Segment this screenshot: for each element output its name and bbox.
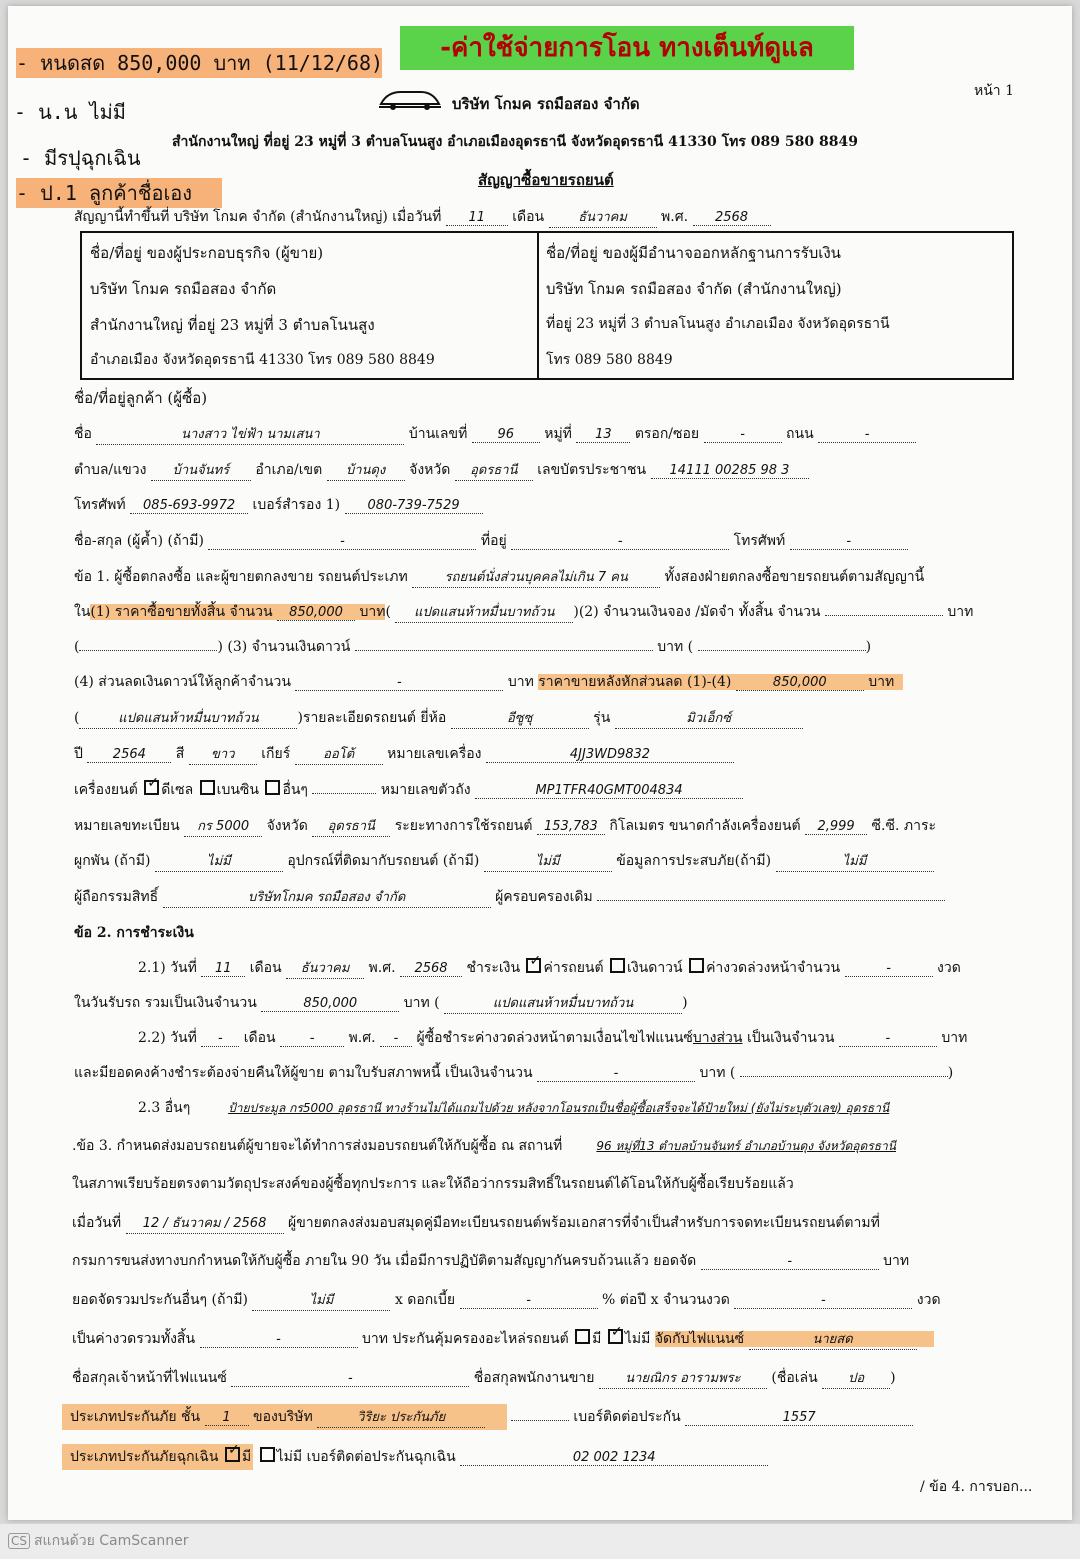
emergency-highlight: [62, 1444, 253, 1470]
text: ): [947, 1065, 954, 1081]
label: บ้านเลขที่: [408, 426, 468, 442]
guarantor-phone: -: [790, 534, 908, 550]
label: (1) ราคาซื้อขายทั้งสิ้น จำนวน: [90, 604, 273, 620]
page-number: หน้า 1: [974, 83, 1015, 99]
camscanner-icon: CS: [8, 1533, 30, 1549]
text: กรมการขนส่งทางบกกำหนดให้กับผู้ซื้อ ภายใน 90 วัน เมื่อมีการปฏิบัติตามสัญญากันครบถ้วนแล้ว ยอดจัด: [72, 1253, 697, 1269]
label: อื่นๆ: [282, 782, 308, 798]
text: ): [682, 995, 688, 1011]
document-title: สัญญาซื้อขายรถยนต์: [478, 171, 614, 189]
label: 2.3 อื่นๆ: [138, 1100, 191, 1116]
handwritten-note: - น.น ไม่มี: [14, 100, 126, 124]
label: บาท: [359, 604, 386, 620]
label: เป็นเงินจำนวน: [746, 1030, 835, 1046]
installment-count: -: [734, 1293, 912, 1309]
text: บาท (: [657, 639, 694, 655]
clause2-heading: ข้อ 2. การชำระเงิน: [74, 925, 194, 941]
clause2-line-2: [74, 992, 688, 1014]
divider: [537, 233, 539, 378]
emergency-no-checkbox: [260, 1447, 275, 1462]
buyer-house-no: 96: [472, 427, 540, 443]
label: ผู้ครอบครองเดิม: [495, 889, 593, 905]
label: ค่างวดล่วงหน้าจำนวน: [706, 960, 841, 976]
plate-number: กร 5000: [184, 815, 262, 837]
insurance-class: 1: [205, 1410, 249, 1426]
receiver-heading: ชื่อ/ที่อยู่ ของผู้มีอำนาจออกหลักฐานการรับเงิน: [546, 244, 841, 262]
payment-month: ธันวาคม: [286, 957, 364, 979]
label: เครื่องยนต์: [74, 782, 138, 798]
seller-address: สำนักงานใหญ่ ที่อยู่ 23 หมู่ที่ 3 ตำบลโนนสูง: [90, 316, 375, 334]
text: ข้อ 1. ผู้ซื้อตกลงซื้อ และผู้ขายตกลงขาย รถยนต์ประเภท: [74, 569, 408, 585]
clause1-line-1: [74, 566, 924, 588]
accident-history: ไม่มี: [776, 850, 934, 872]
emergency-phone: 02 002 1234: [460, 1450, 768, 1466]
accessories: ไม่มี: [484, 850, 612, 872]
buyer-phone-2: 080-739-7529: [345, 498, 483, 514]
label: เดือน: [243, 1030, 276, 1046]
net-price-words: แปดแสนห้าหมื่นบาทถ้วน: [79, 707, 297, 729]
delivery-date: 12 / ธันวาคม / 2568: [126, 1212, 284, 1234]
text: (: [74, 639, 80, 655]
label: บาท (: [699, 1065, 736, 1081]
label: ราคาขายหลังหักส่วนลด (1)-(4): [538, 674, 732, 690]
handwritten-note: - มีรปุฉุกเฉิน: [20, 146, 141, 170]
label: หมู่ที่: [544, 426, 572, 442]
insurer: วิริยะ ประกันภัย: [317, 1406, 485, 1428]
financier-highlight: [655, 1331, 935, 1347]
label: มี: [241, 1449, 252, 1465]
interest-rate: -: [460, 1293, 598, 1309]
blank: [312, 793, 376, 794]
deposit-amount: [825, 615, 943, 616]
receive-amount: 850,000: [261, 996, 399, 1012]
car-gear: ออโต้: [295, 743, 383, 765]
guarantor-name: -: [208, 534, 476, 550]
advance-checkbox: [689, 958, 704, 973]
clause2-line-1: [138, 957, 961, 979]
clause1-line-6: [74, 743, 734, 765]
clause3-line-1: [72, 1135, 930, 1157]
text: .ข้อ 3. กำหนดส่งมอบรถยนต์ผู้ขายจะได้ทำการส่งมอบรถยนต์ให้กับผู้ซื้อ ณ สถานที่: [72, 1138, 563, 1154]
buyer-heading: ชื่อ/ที่อยู่ลูกค้า (ผู้ซื้อ): [74, 389, 208, 407]
label: กิโลเมตร ขนาดกำลังเครื่องยนต์: [609, 818, 801, 834]
label: จังหวัด: [266, 818, 308, 834]
payment-day: 11: [201, 961, 245, 977]
label: เบอร์ติดต่อประกันฉุกเฉิน: [306, 1449, 456, 1465]
scanner-text: สแกนด้วย CamScanner: [34, 1533, 189, 1549]
clause3-line-5: [72, 1289, 941, 1311]
label: ยอดจัดรวมประกันอื่นๆ (ถ้ามี): [72, 1292, 249, 1308]
label: ชำระเงิน: [466, 960, 521, 976]
clause1-line-8: [74, 815, 936, 837]
label: บาท: [868, 674, 895, 690]
gasoline-checkbox: [200, 780, 215, 795]
label: ผูกพัน (ถ้ามี): [74, 853, 151, 869]
outstanding-words: [740, 1076, 948, 1077]
outstanding-amount: -: [537, 1066, 695, 1082]
finance-officer: -: [231, 1371, 469, 1387]
label: (4) ส่วนลดเงินดาวน์ให้ลูกค้าจำนวน: [74, 674, 291, 690]
label: เป็นค่างวดรวมทั้งสิ้น: [72, 1331, 196, 1347]
label: เลขบัตรประชาชน: [537, 462, 647, 478]
p22-month: -: [280, 1031, 344, 1047]
label: )รายละเอียดรถยนต์ ยี่ห้อ: [297, 710, 447, 726]
text: ) (3) จำนวนเงินดาวน์: [217, 639, 351, 655]
label: ถนน: [786, 426, 814, 442]
seller-info-box: [80, 231, 1014, 380]
buyer-line-2: [74, 459, 809, 481]
buyer-phone: 085-693-9972: [130, 498, 248, 514]
buyer-name: นางสาว ไข่ฟ้า นามเสนา: [96, 423, 404, 445]
clause2-line-5: [138, 1097, 923, 1119]
label: ระยะทางการใช้รถยนต์: [394, 818, 533, 834]
label: ประเภทประกันภัยฉุกเฉิน: [70, 1449, 219, 1465]
label: ชื่อสกุลพนักงานขาย: [473, 1370, 595, 1386]
buyer-road: -: [818, 427, 916, 443]
label: อำเภอ/เขต: [255, 462, 323, 478]
label: ของบริษัท: [253, 1409, 313, 1425]
seller-name: บริษัท โกมค รถมือสอง จำกัด: [90, 280, 277, 298]
label: บาท ประกันคุ้มครองอะไหล่รถยนต์: [361, 1331, 569, 1347]
label: บาท: [941, 1030, 968, 1046]
partial-text: บางส่วน: [692, 1030, 743, 1046]
label: งวด: [937, 960, 961, 976]
other-fuel-checkbox: [265, 780, 280, 795]
discount-amount: -: [295, 675, 503, 691]
car-brand: อีซูซุ: [451, 707, 589, 729]
seller-address-2: อำเภอเมือง จังหวัดอุดรธานี 41330 โทร 089 580 8849: [90, 352, 435, 368]
sale-price-words: แปดแสนห้าหมื่นบาทถ้วน: [395, 601, 573, 623]
label: โทรศัพท์: [74, 497, 126, 513]
p22-day: -: [201, 1031, 239, 1047]
diesel-checkbox: [144, 780, 159, 795]
company-name: บริษัท โกมค รถมือสอง จำกัด: [452, 95, 640, 113]
net-price: 850,000: [736, 675, 864, 691]
label: เบนซิน: [216, 782, 259, 798]
buyer-id-number: 14111 00285 98 3: [651, 463, 809, 479]
previous-holder: [597, 900, 945, 901]
chassis-number: MP1TFR40GMT004834: [475, 783, 743, 799]
clause3-line-3: [72, 1212, 880, 1234]
label: จัดกับไฟแนนซ์: [654, 1331, 745, 1347]
label: เมื่อวันที่: [72, 1215, 122, 1231]
clause1-line-7: [74, 779, 743, 801]
clause1-line-10: [74, 886, 945, 908]
contract-day: 11: [446, 210, 508, 226]
label: )(2) จำนวนเงินจอง /มัดจำ ทั้งสิ้น จำนวน: [573, 604, 821, 620]
label: โทรศัพท์: [733, 533, 786, 549]
label: ดีเซล: [161, 782, 194, 798]
other-insurance: ไม่มี: [252, 1289, 390, 1311]
salesperson: นายณิกร อารามพระ: [599, 1367, 767, 1389]
buyer-amphoe: บ้านดุง: [327, 459, 405, 481]
label: เบอร์ติดต่อประกัน: [573, 1409, 681, 1425]
label: 2.1) วันที่: [138, 960, 197, 976]
insurer-phone: 1557: [685, 1410, 913, 1426]
parts-yes-checkbox: [575, 1329, 590, 1344]
text: ผู้ซื้อชำระค่างวดล่วงหน้าตามเงื่อนไขไฟแนนซ์: [416, 1030, 693, 1046]
label: ในวันรับรถ รวมเป็นเงินจำนวน: [74, 995, 257, 1011]
label: ผู้ถือกรรมสิทธิ์: [74, 889, 159, 905]
label: ชื่อสกุลเจ้าหน้าที่ไฟแนนซ์: [72, 1370, 227, 1386]
label: บาท: [507, 674, 534, 690]
receiver-phone: โทร 089 580 8849: [546, 352, 673, 368]
label: % ต่อปี x จำนวนงวด: [602, 1292, 730, 1308]
label: พ.ศ.: [661, 209, 689, 225]
guarantor-address: -: [511, 534, 729, 550]
label: ที่อยู่: [480, 533, 507, 549]
sale-price: 850,000: [277, 605, 355, 621]
guarantor-line: [74, 530, 908, 552]
label: ชื่อ-สกุล (ผู้ค้ำ) (ถ้ามี): [74, 533, 204, 549]
clause1-line-9: [74, 850, 934, 872]
company-logo-icon: [377, 86, 443, 112]
car-year: 2564: [87, 747, 171, 763]
clause3-line-2: ในสภาพเรียบร้อยตรงตามวัตถุประสงค์ของผู้ซื้อทุกประการ และให้ถือว่ากรรมสิทธิ์ในรถยนต์ได้โอนให้กับผู้ซื้อเรียบร้อยแล้ว: [72, 1176, 794, 1192]
p22-year: -: [380, 1031, 412, 1047]
vehicle-type: รถยนต์นั่งส่วนบุคคลไม่เกิน 7 คน: [412, 566, 660, 588]
label: บาท: [883, 1253, 910, 1269]
intro-text: สัญญานี้ทำขึ้นที่ บริษัท โกมค จำกัด (สำนักงานใหญ่) เมื่อวันที่: [74, 209, 442, 225]
label: หมายเลขเครื่อง: [387, 746, 482, 762]
clause1-line-3: [74, 636, 871, 658]
label: พ.ศ.: [368, 960, 396, 976]
label: พ.ศ.: [348, 1030, 376, 1046]
clause3-line-9: [62, 1446, 768, 1468]
label: และมียอดคงค้างชำระต้องจ่ายคืนให้ผู้ขาย ตามใบรับสภาพหนี้ เป็นเงินจำนวน: [74, 1065, 533, 1081]
owner: บริษัทโกมค รถมือสอง จำกัด: [163, 886, 491, 908]
text: ): [865, 639, 872, 655]
label: หมายเลขตัวถัง: [380, 782, 471, 798]
label: หมายเลขทะเบียน: [74, 818, 180, 834]
label: เกียร์: [261, 746, 291, 762]
handwritten-note: - หนดสด 850,000 บาท (11/12/68): [16, 48, 382, 78]
buyer-soi: -: [704, 427, 782, 443]
clause3-line-8: [62, 1406, 913, 1428]
clause2-line-3: [138, 1027, 967, 1049]
text: ผู้ขายตกลงส่งมอบสมุดคู่มือทะเบียนรถยนต์พร้อมเอกสารที่จำเป็นสำหรับการจดทะเบียนรถยนต์ตามที่: [288, 1215, 880, 1231]
delivery-place: 96 หมู่ที่13 ตำบลบ้านจันทร์ อำเภอบ้านดุง จังหวัดอุดรธานี: [596, 1139, 896, 1153]
label: บาท: [947, 604, 974, 620]
label: เงินดาวน์: [627, 960, 683, 976]
label: ประเภทประกันภัย ชั้น: [70, 1409, 201, 1425]
label: รุ่น: [593, 710, 611, 726]
receiver-name: บริษัท โกมค รถมือสอง จำกัด (สำนักงานใหญ่): [546, 280, 842, 298]
label: ซี.ซี. ภาระ: [871, 818, 937, 834]
label: 2.2) วันที่: [138, 1030, 197, 1046]
clause3-line-4: [72, 1250, 909, 1272]
payment-year: 2568: [400, 961, 462, 977]
engine-number: 4JJ3WD9832: [486, 747, 734, 763]
car-color: ขาว: [189, 743, 257, 765]
contract-month: ธันวาคม: [549, 206, 657, 228]
buyer-line-1: [74, 423, 916, 445]
car-model: มิวเอ็กซ์: [615, 707, 803, 729]
blank: [511, 1420, 569, 1421]
net-price-highlight: [538, 674, 903, 690]
receiver-address: ที่อยู่ 23 หมู่ที่ 3 ตำบลโนนสูง อำเภอเมือง จังหวัดอุดรธานี: [546, 316, 890, 332]
clause1-line-2: ใน(1) ราคาซื้อขายทั้งสิ้น จำนวน 850,000 บาท( แปดแสนห้าหมื่นบาทถ้วน )(2) จำนวนเงินจอง /มัดจำ ทั้งสิ้น จำนวน บาท: [74, 601, 973, 623]
clause1-line-5: ( แปดแสนห้าหมื่นบาทถ้วน )รายละเอียดรถยนต์ ยี่ห้อ อีซูซุ รุ่น มิวเอ็กซ์: [74, 707, 803, 729]
label: ชื่อ: [74, 426, 92, 442]
clause3-line-6: [72, 1328, 934, 1350]
buyer-moo: 13: [576, 427, 630, 443]
plate-province: อุดรธานี: [312, 815, 390, 837]
contract-year: 2568: [693, 210, 771, 226]
text: ใน: [74, 604, 91, 620]
label: (ชื่อเล่น: [771, 1370, 818, 1386]
clause1-line-4: [74, 671, 903, 693]
insurance-highlight: [62, 1404, 507, 1430]
down-payment-checkbox: [610, 958, 625, 973]
text: ทั้งสองฝ่ายตกลงซื้อขายรถยนต์ตามสัญญานี้: [664, 569, 925, 585]
label: เดือน: [249, 960, 282, 976]
mileage: 153,783: [537, 819, 605, 835]
company-address: สำนักงานใหญ่ ที่อยู่ 23 หมู่ที่ 3 ตำบลโนนสูง อำเภอเมืองอุดรธานี จังหวัดอุดรธานี 41330 โทร 089 580 8849: [172, 134, 858, 150]
scanner-watermark: [8, 1530, 189, 1552]
continued-note: / ข้อ 4. การบอก...: [920, 1479, 1033, 1495]
clause2-line-4: [74, 1062, 953, 1084]
parts-no-checkbox: [608, 1329, 623, 1344]
label: งวด: [916, 1292, 941, 1308]
deposit-words: [79, 650, 217, 651]
label: ตรอก/ซอย: [634, 426, 700, 442]
label: มี: [592, 1331, 602, 1347]
label: อุปกรณ์ที่ติดมากับรถยนต์ (ถ้ามี): [287, 853, 480, 869]
label: สี: [175, 746, 185, 762]
receive-amount-words: แปดแสนห้าหมื่นบาทถ้วน: [444, 992, 682, 1014]
p22-amount: -: [839, 1031, 937, 1047]
advance-installments: -: [845, 961, 933, 977]
salesperson-nickname: ปอ: [822, 1367, 890, 1389]
label: จังหวัด: [409, 462, 451, 478]
label: ไม่มี: [276, 1449, 303, 1465]
label: ตำบล/แขวง: [74, 462, 147, 478]
emergency-yes-checkbox: [225, 1447, 240, 1462]
buyer-province: อุดรธานี: [455, 459, 533, 481]
financier: นายสด: [749, 1328, 917, 1350]
label: เดือน: [512, 209, 545, 225]
banner-note: -ค่าใช้จ่ายการโอน ทางเต็นท์ดูแล: [400, 26, 854, 70]
buyer-tambon: บ้านจันทร์: [151, 459, 251, 481]
clause3-line-7: ชื่อสกุลเจ้าหน้าที่ไฟแนนซ์ - ชื่อสกุลพนักงานขาย นายณิกร อารามพระ (ชื่อเล่น ปอ ): [72, 1367, 896, 1389]
label: ไม่มี: [624, 1331, 651, 1347]
down-payment-words: [698, 650, 866, 651]
intro-line: [74, 206, 771, 228]
label: บาท (: [403, 995, 440, 1011]
seller-heading: ชื่อ/ที่อยู่ ของผู้ประกอบธุรกิจ (ผู้ขาย): [90, 244, 324, 262]
other-terms: ป้ายประมูล กร5000 อุดรธานี ทางร้านไม่ได้แถมไปด้วย หลังจากโอนรถเป็นชื่อผู้ซื้อเสร็จจะได้ป้ายใหม่ (ยังไม่ระบุตัวเลข) อุดรธานี: [228, 1101, 890, 1115]
label: ข้อมูลการประสบภัย(ถ้ามี): [616, 853, 772, 869]
car-price-checkbox: [526, 958, 541, 973]
finance-amount: -: [701, 1254, 879, 1270]
buyer-line-3: [74, 494, 483, 516]
total-installment: -: [200, 1332, 358, 1348]
label: x ดอกเบี้ย: [394, 1292, 456, 1308]
handwritten-note: - ป.1 ลูกค้าชื่อเอง: [16, 178, 222, 208]
engine-cc: 2,999: [805, 819, 867, 835]
label: ปี: [74, 746, 83, 762]
label: ค่ารถยนต์: [543, 960, 604, 976]
down-payment: [355, 650, 653, 651]
lien: ไม่มี: [155, 850, 283, 872]
price-highlight: [90, 604, 385, 620]
label: เบอร์สำรอง 1): [252, 497, 341, 513]
